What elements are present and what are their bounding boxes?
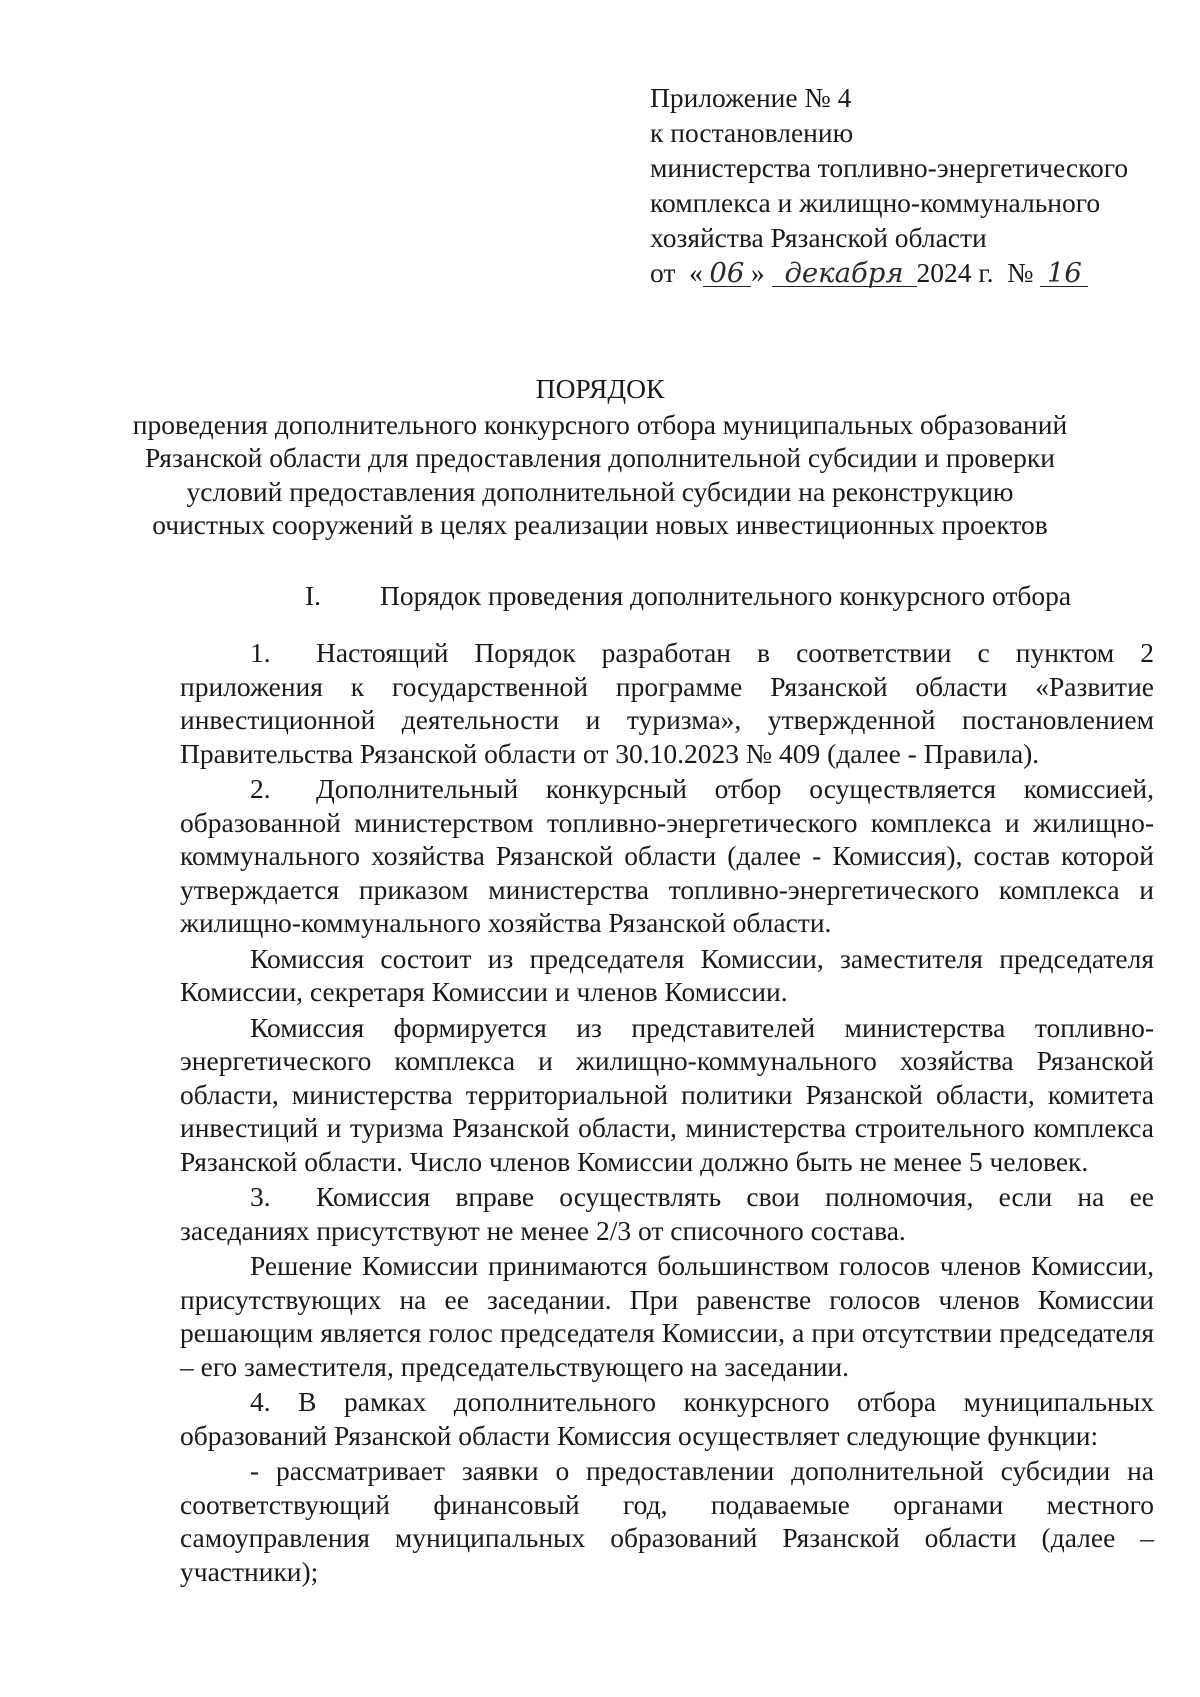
title-main: ПОРЯДОК xyxy=(535,373,665,404)
paragraph-number: 1. xyxy=(250,637,271,668)
date-row xyxy=(650,255,1170,290)
paragraph-text: Комиссия состоит из председателя Комиссии, заместителя председателя Комиссии, секретаря Комиссии и членов Комиссии. xyxy=(180,942,1154,1007)
document-body xyxy=(180,636,1154,1590)
title-line: Рязанской области для предоставления дополнительной субсидии и проверки xyxy=(145,442,1055,474)
title-line: очистных сооружений в целях реализации новых инвестиционных проектов xyxy=(152,509,1048,541)
paragraph xyxy=(180,1180,1154,1247)
paragraph-text: Настоящий Порядок разработан в соответствии с пунктом 2 приложения к государственной программе Рязанской области «Развитие инвестиционной деятельности и туризма», утвержденной постановлением Правительства Рязанской области от 30.10.2023 № 409 (далее - Правила). xyxy=(180,637,1154,769)
handwritten-day: 06 xyxy=(703,260,751,287)
paragraph xyxy=(180,772,1154,940)
date-open-quote: « xyxy=(689,257,703,288)
handwritten-month: декабря xyxy=(772,260,917,287)
paragraph-text: Комиссия вправе осуществлять свои полномочия, если на ее заседаниях присутствуют не менее 2/3 от списочного состава. xyxy=(180,1181,1154,1246)
appendix-line: хозяйства Рязанской области xyxy=(650,222,987,253)
appendix-block xyxy=(650,80,1170,290)
paragraph-text: 4. В рамках дополнительного конкурсного отбора муниципальных образований Рязанской области Комиссия осуществляет следующие функции: xyxy=(180,1386,1154,1451)
section-number: I. xyxy=(305,580,322,611)
date-year: 2024 г. xyxy=(916,257,994,288)
document-title xyxy=(0,372,1200,542)
paragraph-text: - рассматривает заявки о предоставлении дополнительной субсидии на соответствующий финансовый год, подаваемые органами местного самоуправления муниципальных образований Рязанской области (далее – участники); xyxy=(180,1455,1154,1587)
paragraph-text: Комиссия формируется из представителей министерства топливно-энергетического комплекса и жилищно-коммунального хозяйства Рязанской области, министерства территориальной политики Рязанской области, комитета инвестиций и туризма Рязанской области, министерства строительного комплекса Рязанской области. Число членов Комиссии должно быть не менее 5 человек. xyxy=(180,1011,1154,1177)
number-label: № xyxy=(1007,257,1034,288)
appendix-line: комплекса и жилищно-коммунального xyxy=(650,187,1101,218)
appendix-title: Приложение № 4 xyxy=(650,82,852,113)
appendix-line: к постановлению xyxy=(650,117,854,148)
title-line: проведения дополнительного конкурсного отбора муниципальных образований xyxy=(132,408,1068,440)
paragraph xyxy=(180,1249,1154,1383)
date-prefix: от xyxy=(650,257,676,288)
paragraph xyxy=(180,942,1154,1009)
paragraph xyxy=(180,1454,1154,1588)
date-close-quote: » xyxy=(750,257,765,288)
title-line: условий предоставления дополнительной субсидии на реконструкцию xyxy=(186,475,1014,507)
handwritten-number: 16 xyxy=(1040,260,1088,287)
paragraph-text: Решение Комиссии принимаются большинством голосов членов Комиссии, присутствующих на ее заседании. При равенстве голосов членов Комиссии решающим является голос председателя Комиссии, а при отсутствии председателя – его заместителя, председательствующего на заседании. xyxy=(180,1250,1154,1382)
appendix-line: министерства топливно-энергетического xyxy=(650,152,1129,183)
paragraph xyxy=(180,636,1154,770)
section-heading xyxy=(305,580,1071,612)
paragraph xyxy=(180,1011,1154,1179)
paragraph-text: Дополнительный конкурсный отбор осуществляется комиссией, образованной министерством топливно-энергетического комплекса и жилищно-коммунального хозяйства Рязанской области (далее - Комиссия), состав которой утверждается приказом министерства топливно-энергетического комплекса и жилищно-коммунального хозяйства Рязанской области. xyxy=(180,773,1154,938)
paragraph-number: 3. xyxy=(250,1181,271,1212)
paragraph xyxy=(180,1385,1154,1452)
section-title: Порядок проведения дополнительного конкурсного отбора xyxy=(380,580,1072,611)
paragraph-number: 2. xyxy=(250,773,271,804)
